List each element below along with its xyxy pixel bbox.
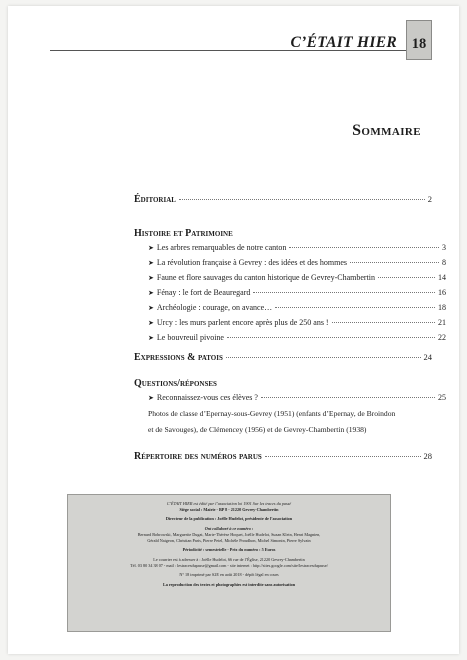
toc-item-page: 18 xyxy=(438,303,446,312)
toc-item-label: Archéologie : courage, on avance… xyxy=(156,303,273,312)
toc-item[interactable] xyxy=(134,318,446,327)
toc-item-label: Le bouvreuil pivoine xyxy=(156,333,224,342)
toc-item-page: 22 xyxy=(438,333,446,342)
director-line: Directeur de la publication : Joëlle Hudelot, présidente de l’association xyxy=(165,516,293,522)
address-line: Siège social : Mairie - BP 8 - 21220 Gevrey-Chambertin xyxy=(179,506,279,512)
leader-dots xyxy=(261,397,435,398)
print-line: N° 18 imprimé par S2E en août 2018 - dépôt légal en cours xyxy=(179,572,279,578)
leader-dots xyxy=(350,262,439,263)
reproduction-line: La reproduction des textes et photographies est interdite sans autorisation xyxy=(162,582,296,588)
toc-item[interactable] xyxy=(134,333,446,342)
toc-item-page: 21 xyxy=(438,318,446,327)
toc-item-label: Urcy : les murs parlent encore après plus de 250 ans ! xyxy=(156,318,329,327)
toc-item[interactable] xyxy=(134,288,446,297)
mail-line-1: Le courrier est à adresser à : Joëlle Hudelot, 66 rue de l’Église, 21220 Gevrey-Chambertin xyxy=(153,556,305,562)
leader-dots xyxy=(378,277,435,278)
magazine-page xyxy=(8,6,459,654)
toc-repertoire[interactable] xyxy=(134,451,432,462)
toc-item-label: La révolution française à Gevrey : des idées et des hommes xyxy=(156,258,348,267)
toc-photo-line-1: Photos de classe d’Epernay-sous-Gevrey (1951) (enfants d’Epernay, de Broindon xyxy=(148,409,396,418)
toc-editorial[interactable] xyxy=(134,194,432,205)
toc-item[interactable] xyxy=(134,243,446,252)
toc-item-page: 25 xyxy=(438,393,446,402)
mail-line-2: Tél. 03 80 34 38 07 - mail : lestracesdupasse@gmail.com - site internet : http://sites.google.com/site/lestracesdupasse/ xyxy=(130,562,328,568)
toc-item-page: 14 xyxy=(438,273,446,282)
toc-expressions-label: Expressions & patois xyxy=(134,352,223,363)
toc-photo-description xyxy=(134,406,446,438)
toc-item[interactable] xyxy=(134,273,446,282)
toc-editorial-label: Éditorial xyxy=(134,194,176,205)
leader-dots xyxy=(253,292,435,293)
toc-item-page: 16 xyxy=(438,288,446,297)
arrow-bullet-icon: ➤ xyxy=(148,289,154,297)
leader-dots xyxy=(289,247,439,248)
toc-repertoire-page: 28 xyxy=(423,451,432,461)
toc-item-label: Les arbres remarquables de notre canton xyxy=(156,243,287,252)
toc-editorial-page: 2 xyxy=(427,194,432,204)
arrow-bullet-icon: ➤ xyxy=(148,394,154,402)
toc-item[interactable] xyxy=(134,258,446,267)
leader-dots xyxy=(332,322,435,323)
toc-item[interactable] xyxy=(134,303,446,312)
leader-dots xyxy=(275,307,435,308)
toc-item-label: Reconnaissez-vous ces élèves ? xyxy=(156,393,258,402)
leader-dots xyxy=(179,199,425,200)
toc-section-questions: Questions/réponses xyxy=(134,378,217,389)
leader-dots xyxy=(265,456,421,457)
toc-item-label: Fénay : le fort de Beauregard xyxy=(156,288,251,297)
arrow-bullet-icon: ➤ xyxy=(148,259,154,267)
toc-item-label: Faune et flore sauvages du canton historique de Gevrey-Chambertin xyxy=(156,273,376,282)
page-title: Sommaire xyxy=(352,122,421,139)
page-number-tab xyxy=(406,20,432,60)
contributors-title: Ont collaboré à ce numéro : xyxy=(204,526,254,532)
toc-item-page: 3 xyxy=(442,243,446,252)
arrow-bullet-icon: ➤ xyxy=(148,304,154,312)
page-number: 18 xyxy=(411,36,427,52)
toc-section-histoire: Histoire et Patrimoine xyxy=(134,228,233,239)
toc-expressions[interactable] xyxy=(134,352,432,363)
toc-photo-line-2: et de Savouges), de Clémencey (1956) et de Gevrey-Chambertin (1938) xyxy=(148,425,367,434)
toc-expressions-page: 24 xyxy=(423,352,432,362)
publisher-line: C’ÉTAIT HIER est édité par l’association loi 1901 Sur les traces du passé xyxy=(166,501,292,506)
publication-info-box xyxy=(67,494,391,632)
leader-dots xyxy=(226,357,421,358)
arrow-bullet-icon: ➤ xyxy=(148,274,154,282)
toc-repertoire-label: Répertoire des numéros parus xyxy=(134,451,262,462)
arrow-bullet-icon: ➤ xyxy=(148,244,154,252)
periodicity-line: Périodicité : semestrielle - Prix du numéro : 5 Euros xyxy=(182,547,276,553)
arrow-bullet-icon: ➤ xyxy=(148,319,154,327)
arrow-bullet-icon: ➤ xyxy=(148,334,154,342)
header-title: C’ÉTAIT HIER xyxy=(290,34,397,51)
contributors-line-2: Gérald Naigeon, Christian Paris, Pierre Petel, Michèle Proudhon, Michel Simonin, Pierre Sylvain xyxy=(147,537,311,543)
leader-dots xyxy=(227,337,435,338)
toc-item[interactable] xyxy=(134,393,446,402)
toc-item-page: 8 xyxy=(442,258,446,267)
contributors-line-1: Bernard Bobrowski, Marguerite Dugat, Marie-Thérèse Hoquet, Joëlle Hudelot, Suzan Klein, Henri Magnien, xyxy=(137,531,321,537)
